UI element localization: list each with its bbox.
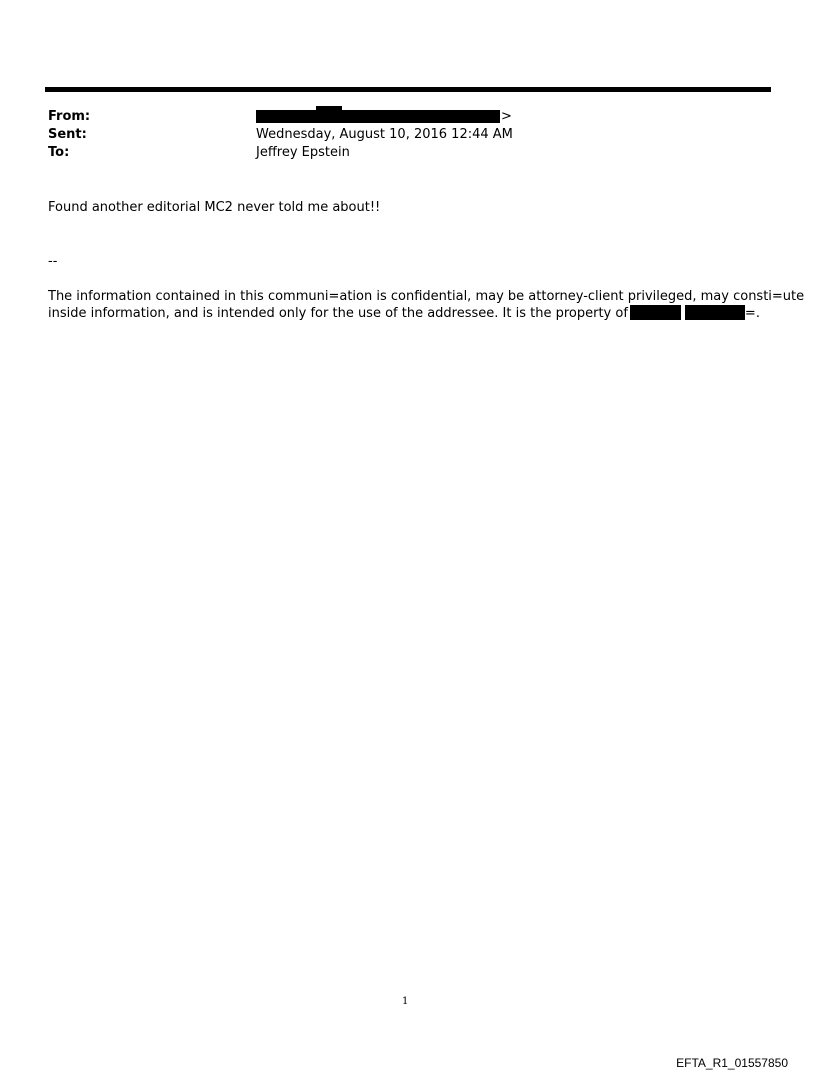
to-value: Jeffrey Epstein [256, 145, 350, 160]
sent-value: Wednesday, August 10, 2016 12:44 AM [256, 127, 513, 142]
signature-separator: -- [48, 254, 58, 269]
redaction-block [316, 106, 342, 111]
redaction-block [630, 305, 681, 320]
redaction-block [685, 305, 745, 320]
redaction-block [256, 110, 500, 123]
message-text: Found another editorial MC2 never told me about!! [48, 200, 381, 215]
sent-label: Sent: [48, 127, 87, 142]
to-label: To: [48, 145, 70, 160]
disclaimer-line-2-suffix: =. [744, 306, 760, 321]
disclaimer-line-1: The information contained in this communi=ation is confidential, may be attorney-client privileged, may consti=ute [48, 289, 805, 304]
from-label: From: [48, 109, 91, 124]
disclaimer-line-2-text: inside information, and is intended only for the use of the addressee. It is the property of [48, 306, 628, 321]
header-divider [45, 87, 771, 92]
page-number: 1 [402, 996, 409, 1007]
from-suffix: > [501, 109, 512, 124]
disclaimer-line-2 [48, 305, 760, 322]
document-id: EFTA_R1_01557850 [676, 1056, 788, 1070]
